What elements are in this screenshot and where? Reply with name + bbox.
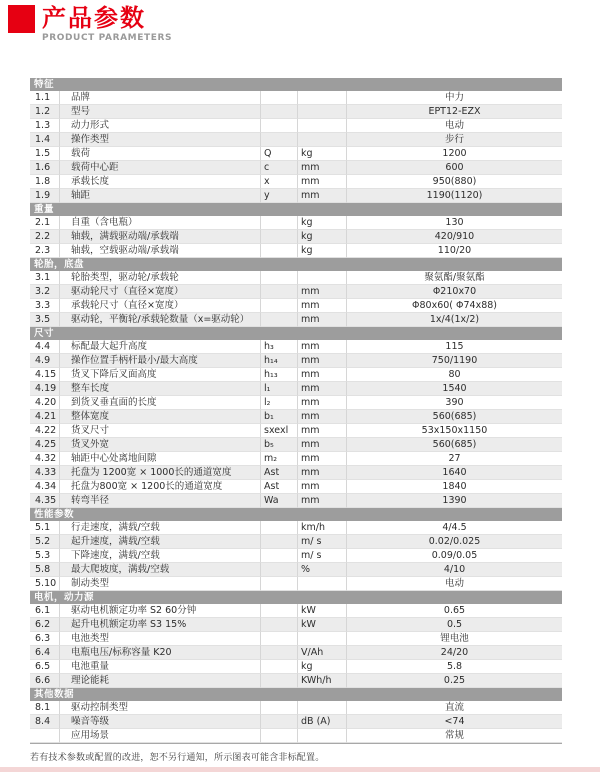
cell-sym — [261, 563, 298, 577]
cell-name: 标配最大起升高度 — [60, 340, 261, 354]
cell-sym — [261, 105, 298, 119]
table-row — [30, 535, 562, 549]
section-header: 电机，动力源 — [30, 591, 562, 604]
cell-no: 5.10 — [30, 577, 60, 591]
cell-val: 0.09/0.05 — [347, 549, 562, 563]
cell-no: 1.4 — [30, 133, 60, 147]
cell-unit: kg — [298, 660, 347, 674]
cell-no: 3.1 — [30, 271, 60, 285]
cell-name: 最大爬坡度，满载/空载 — [60, 563, 261, 577]
cell-unit: mm — [298, 494, 347, 508]
cell-val: 4/10 — [347, 563, 562, 577]
cell-sym — [261, 244, 298, 258]
cell-sym — [261, 521, 298, 535]
cell-unit: kg — [298, 216, 347, 230]
cell-no: 6.5 — [30, 660, 60, 674]
cell-sym — [261, 216, 298, 230]
cell-val: 直流 — [347, 701, 562, 715]
cell-name: 电池类型 — [60, 632, 261, 646]
table-row — [30, 299, 562, 313]
cell-sym: l₂ — [261, 396, 298, 410]
red-square-decoration — [8, 5, 35, 33]
cell-no: 3.5 — [30, 313, 60, 327]
footnote: 若有技术参数或配置的改进，恕不另行通知，所示图表可能含非标配置。 — [30, 753, 325, 763]
cell-no: 6.4 — [30, 646, 60, 660]
cell-unit: mm — [298, 466, 347, 480]
cell-no: 2.2 — [30, 230, 60, 244]
table-row — [30, 729, 562, 743]
table-row — [30, 175, 562, 189]
table-row — [30, 646, 562, 660]
cell-sym — [261, 618, 298, 632]
cell-name: 托盘为800宽 × 1200长的通道宽度 — [60, 480, 261, 494]
cell-name: 驱动轮尺寸（直径×宽度） — [60, 285, 261, 299]
page-header — [0, 0, 600, 43]
cell-no: 8.4 — [30, 715, 60, 729]
table-row — [30, 313, 562, 327]
cell-sym — [261, 91, 298, 105]
table-row — [30, 354, 562, 368]
cell-val: 420/910 — [347, 230, 562, 244]
cell-sym: h₁₄ — [261, 354, 298, 368]
cell-no: 5.2 — [30, 535, 60, 549]
cell-name: 托盘为 1200宽 × 1000长的通道宽度 — [60, 466, 261, 480]
cell-no: 1.5 — [30, 147, 60, 161]
cell-no: 4.25 — [30, 438, 60, 452]
cell-unit: mm — [298, 410, 347, 424]
cell-sym: c — [261, 161, 298, 175]
cell-unit: mm — [298, 396, 347, 410]
cell-unit: mm — [298, 438, 347, 452]
cell-val: 常规 — [347, 729, 562, 743]
cell-unit: mm — [298, 368, 347, 382]
cell-unit: m/ s — [298, 549, 347, 563]
cell-name: 理论能耗 — [60, 674, 261, 688]
cell-val: 600 — [347, 161, 562, 175]
cell-no: 6.3 — [30, 632, 60, 646]
table-row — [30, 577, 562, 591]
cell-unit: mm — [298, 189, 347, 203]
section-header: 特征 — [30, 78, 562, 91]
cell-name: 货叉尺寸 — [60, 424, 261, 438]
cell-no: 4.4 — [30, 340, 60, 354]
cell-no: 4.20 — [30, 396, 60, 410]
cell-no: 2.3 — [30, 244, 60, 258]
cell-name: 品牌 — [60, 91, 261, 105]
page-title: 产品参数 — [42, 4, 146, 32]
cell-name: 噪音等级 — [60, 715, 261, 729]
cell-no: 1.9 — [30, 189, 60, 203]
cell-no: 4.22 — [30, 424, 60, 438]
cell-val: 1840 — [347, 480, 562, 494]
cell-no: 4.34 — [30, 480, 60, 494]
cell-sym — [261, 674, 298, 688]
cell-name: 货叉下降后叉面高度 — [60, 368, 261, 382]
table-row — [30, 382, 562, 396]
cell-val: 电动 — [347, 577, 562, 591]
cell-name: 动力形式 — [60, 119, 261, 133]
cell-no: 3.2 — [30, 285, 60, 299]
section-header: 其他数据 — [30, 688, 562, 701]
cell-name: 驱动电机额定功率 S2 60分钟 — [60, 604, 261, 618]
cell-val: 390 — [347, 396, 562, 410]
cell-no: 5.3 — [30, 549, 60, 563]
section-header: 轮胎，底盘 — [30, 258, 562, 271]
cell-val: 1190(1120) — [347, 189, 562, 203]
table-row — [30, 466, 562, 480]
cell-sym — [261, 715, 298, 729]
table-row — [30, 91, 562, 105]
cell-unit: mm — [298, 175, 347, 189]
cell-no — [30, 729, 60, 743]
table-row — [30, 715, 562, 729]
cell-no: 4.35 — [30, 494, 60, 508]
cell-sym — [261, 632, 298, 646]
table-row — [30, 368, 562, 382]
cell-val: 聚氨酯/聚氨酯 — [347, 271, 562, 285]
section-header: 性能参数 — [30, 508, 562, 521]
cell-sym: x — [261, 175, 298, 189]
cell-sym — [261, 577, 298, 591]
cell-sym — [261, 729, 298, 743]
cell-no: 4.15 — [30, 368, 60, 382]
cell-sym — [261, 660, 298, 674]
cell-no: 1.3 — [30, 119, 60, 133]
cell-val: 560(685) — [347, 410, 562, 424]
table-row — [30, 230, 562, 244]
table-row — [30, 521, 562, 535]
cell-sym — [261, 299, 298, 313]
cell-unit: kW — [298, 618, 347, 632]
cell-val: 24/20 — [347, 646, 562, 660]
cell-unit: mm — [298, 452, 347, 466]
cell-unit: dB (A) — [298, 715, 347, 729]
cell-name: 轴载，满载驱动端/承载端 — [60, 230, 261, 244]
cell-name: 操作位置手柄杆最小/最大高度 — [60, 354, 261, 368]
cell-sym — [261, 535, 298, 549]
cell-unit: mm — [298, 313, 347, 327]
cell-name: 下降速度，满载/空载 — [60, 549, 261, 563]
cell-no: 4.32 — [30, 452, 60, 466]
cell-unit — [298, 105, 347, 119]
page-subtitle: PRODUCT PARAMETERS — [42, 33, 173, 43]
cell-no: 3.3 — [30, 299, 60, 313]
cell-name: 行走速度，满载/空载 — [60, 521, 261, 535]
cell-val: 1x/4(1x/2) — [347, 313, 562, 327]
cell-unit: mm — [298, 299, 347, 313]
table-row — [30, 285, 562, 299]
cell-val: 步行 — [347, 133, 562, 147]
table-row — [30, 701, 562, 715]
cell-val: 560(685) — [347, 438, 562, 452]
product-parameters-table — [30, 78, 562, 744]
cell-no: 5.1 — [30, 521, 60, 535]
cell-name: 载荷 — [60, 147, 261, 161]
cell-name: 转弯半径 — [60, 494, 261, 508]
table-row — [30, 632, 562, 646]
cell-sym: Wa — [261, 494, 298, 508]
cell-val: 电动 — [347, 119, 562, 133]
cell-sym — [261, 701, 298, 715]
table-row — [30, 119, 562, 133]
cell-unit: mm — [298, 354, 347, 368]
cell-name: 自重（含电瓶） — [60, 216, 261, 230]
cell-no: 8.1 — [30, 701, 60, 715]
cell-no: 1.2 — [30, 105, 60, 119]
cell-val: 1200 — [347, 147, 562, 161]
table-row — [30, 133, 562, 147]
cell-name: 轴距 — [60, 189, 261, 203]
table-row — [30, 452, 562, 466]
cell-name: 轮胎类型，驱动轮/承载轮 — [60, 271, 261, 285]
cell-val: 0.25 — [347, 674, 562, 688]
cell-val: 27 — [347, 452, 562, 466]
cell-sym: b₁ — [261, 410, 298, 424]
cell-sym — [261, 119, 298, 133]
cell-val: 750/1190 — [347, 354, 562, 368]
cell-no: 2.1 — [30, 216, 60, 230]
table-row — [30, 674, 562, 688]
cell-name: 操作类型 — [60, 133, 261, 147]
cell-unit: kW — [298, 604, 347, 618]
cell-sym — [261, 646, 298, 660]
table-row — [30, 271, 562, 285]
table-row — [30, 410, 562, 424]
cell-unit: mm — [298, 424, 347, 438]
cell-sym: sxexl — [261, 424, 298, 438]
cell-name: 整体宽度 — [60, 410, 261, 424]
cell-sym: y — [261, 189, 298, 203]
cell-sym — [261, 313, 298, 327]
cell-name: 到货叉垂直面的长度 — [60, 396, 261, 410]
cell-name: 承载长度 — [60, 175, 261, 189]
cell-sym: h₃ — [261, 340, 298, 354]
cell-unit: KWh/h — [298, 674, 347, 688]
cell-sym: l₁ — [261, 382, 298, 396]
cell-name: 载荷中心距 — [60, 161, 261, 175]
cell-sym: h₁₃ — [261, 368, 298, 382]
cell-no: 1.6 — [30, 161, 60, 175]
table-row — [30, 480, 562, 494]
table-row — [30, 105, 562, 119]
cell-val: 80 — [347, 368, 562, 382]
cell-no: 4.9 — [30, 354, 60, 368]
cell-unit: kg — [298, 230, 347, 244]
table-row — [30, 618, 562, 632]
cell-val: 锂电池 — [347, 632, 562, 646]
cell-name: 起升电机额定功率 S3 15% — [60, 618, 261, 632]
cell-sym: Ast — [261, 480, 298, 494]
table-row — [30, 216, 562, 230]
cell-unit — [298, 91, 347, 105]
cell-name: 货叉外宽 — [60, 438, 261, 452]
cell-name: 轴载，空载驱动端/承载端 — [60, 244, 261, 258]
section-header: 重量 — [30, 203, 562, 216]
cell-val: 1390 — [347, 494, 562, 508]
cell-val: 1540 — [347, 382, 562, 396]
cell-no: 6.1 — [30, 604, 60, 618]
cell-val: 53x150x1150 — [347, 424, 562, 438]
cell-val: Φ210x70 — [347, 285, 562, 299]
cell-unit: km/h — [298, 521, 347, 535]
cell-unit: mm — [298, 285, 347, 299]
cell-sym: m₂ — [261, 452, 298, 466]
cell-name: 整车长度 — [60, 382, 261, 396]
cell-val: 115 — [347, 340, 562, 354]
cell-name: 电瓶电压/标称容量 K20 — [60, 646, 261, 660]
cell-val: EPT12-EZX — [347, 105, 562, 119]
cell-name: 制动类型 — [60, 577, 261, 591]
cell-val: 0.02/0.025 — [347, 535, 562, 549]
cell-name: 起升速度，满载/空载 — [60, 535, 261, 549]
cell-val: 1640 — [347, 466, 562, 480]
table-row — [30, 604, 562, 618]
cell-val: 110/20 — [347, 244, 562, 258]
cell-name: 应用场景 — [60, 729, 261, 743]
cell-no: 5.8 — [30, 563, 60, 577]
cell-unit: mm — [298, 382, 347, 396]
cell-name: 驱动控制类型 — [60, 701, 261, 715]
table-row — [30, 340, 562, 354]
cell-unit: mm — [298, 480, 347, 494]
table-row — [30, 147, 562, 161]
cell-unit — [298, 119, 347, 133]
cell-val: <74 — [347, 715, 562, 729]
cell-unit: V/Ah — [298, 646, 347, 660]
cell-sym — [261, 285, 298, 299]
section-header: 尺寸 — [30, 327, 562, 340]
cell-sym: Ast — [261, 466, 298, 480]
cell-no: 4.33 — [30, 466, 60, 480]
cell-unit — [298, 133, 347, 147]
cell-unit: kg — [298, 244, 347, 258]
cell-name: 承载轮尺寸（直径×宽度） — [60, 299, 261, 313]
cell-name: 电池重量 — [60, 660, 261, 674]
cell-unit: kg — [298, 147, 347, 161]
cell-sym — [261, 604, 298, 618]
cell-unit: mm — [298, 340, 347, 354]
cell-sym — [261, 230, 298, 244]
table-row — [30, 549, 562, 563]
cell-unit — [298, 271, 347, 285]
table-row — [30, 396, 562, 410]
cell-val: 950(880) — [347, 175, 562, 189]
cell-no: 1.8 — [30, 175, 60, 189]
cell-sym — [261, 271, 298, 285]
table-row — [30, 494, 562, 508]
cell-val: 中力 — [347, 91, 562, 105]
cell-sym: Q — [261, 147, 298, 161]
cell-unit — [298, 632, 347, 646]
cell-unit — [298, 729, 347, 743]
cell-no: 6.2 — [30, 618, 60, 632]
cell-sym — [261, 133, 298, 147]
cell-unit: m/ s — [298, 535, 347, 549]
cell-val: Φ80x60( Φ74x88) — [347, 299, 562, 313]
cell-val: 0.65 — [347, 604, 562, 618]
bottom-page-edge-strip — [0, 767, 600, 772]
table-row — [30, 189, 562, 203]
cell-val: 5.8 — [347, 660, 562, 674]
table-row — [30, 563, 562, 577]
cell-unit: mm — [298, 161, 347, 175]
cell-unit — [298, 577, 347, 591]
table-row — [30, 424, 562, 438]
table-row — [30, 660, 562, 674]
cell-unit: % — [298, 563, 347, 577]
cell-no: 1.1 — [30, 91, 60, 105]
cell-name: 驱动轮，平衡轮/承载轮数量（x=驱动轮） — [60, 313, 261, 327]
cell-sym — [261, 549, 298, 563]
table-row — [30, 161, 562, 175]
cell-unit — [298, 701, 347, 715]
cell-no: 6.6 — [30, 674, 60, 688]
cell-sym: b₅ — [261, 438, 298, 452]
title-block — [42, 5, 172, 43]
cell-val: 0.5 — [347, 618, 562, 632]
table-row — [30, 438, 562, 452]
cell-val: 130 — [347, 216, 562, 230]
cell-name: 轴距中心处离地间隙 — [60, 452, 261, 466]
cell-name: 型号 — [60, 105, 261, 119]
cell-no: 4.19 — [30, 382, 60, 396]
cell-no: 4.21 — [30, 410, 60, 424]
table-row — [30, 244, 562, 258]
cell-val: 4/4.5 — [347, 521, 562, 535]
